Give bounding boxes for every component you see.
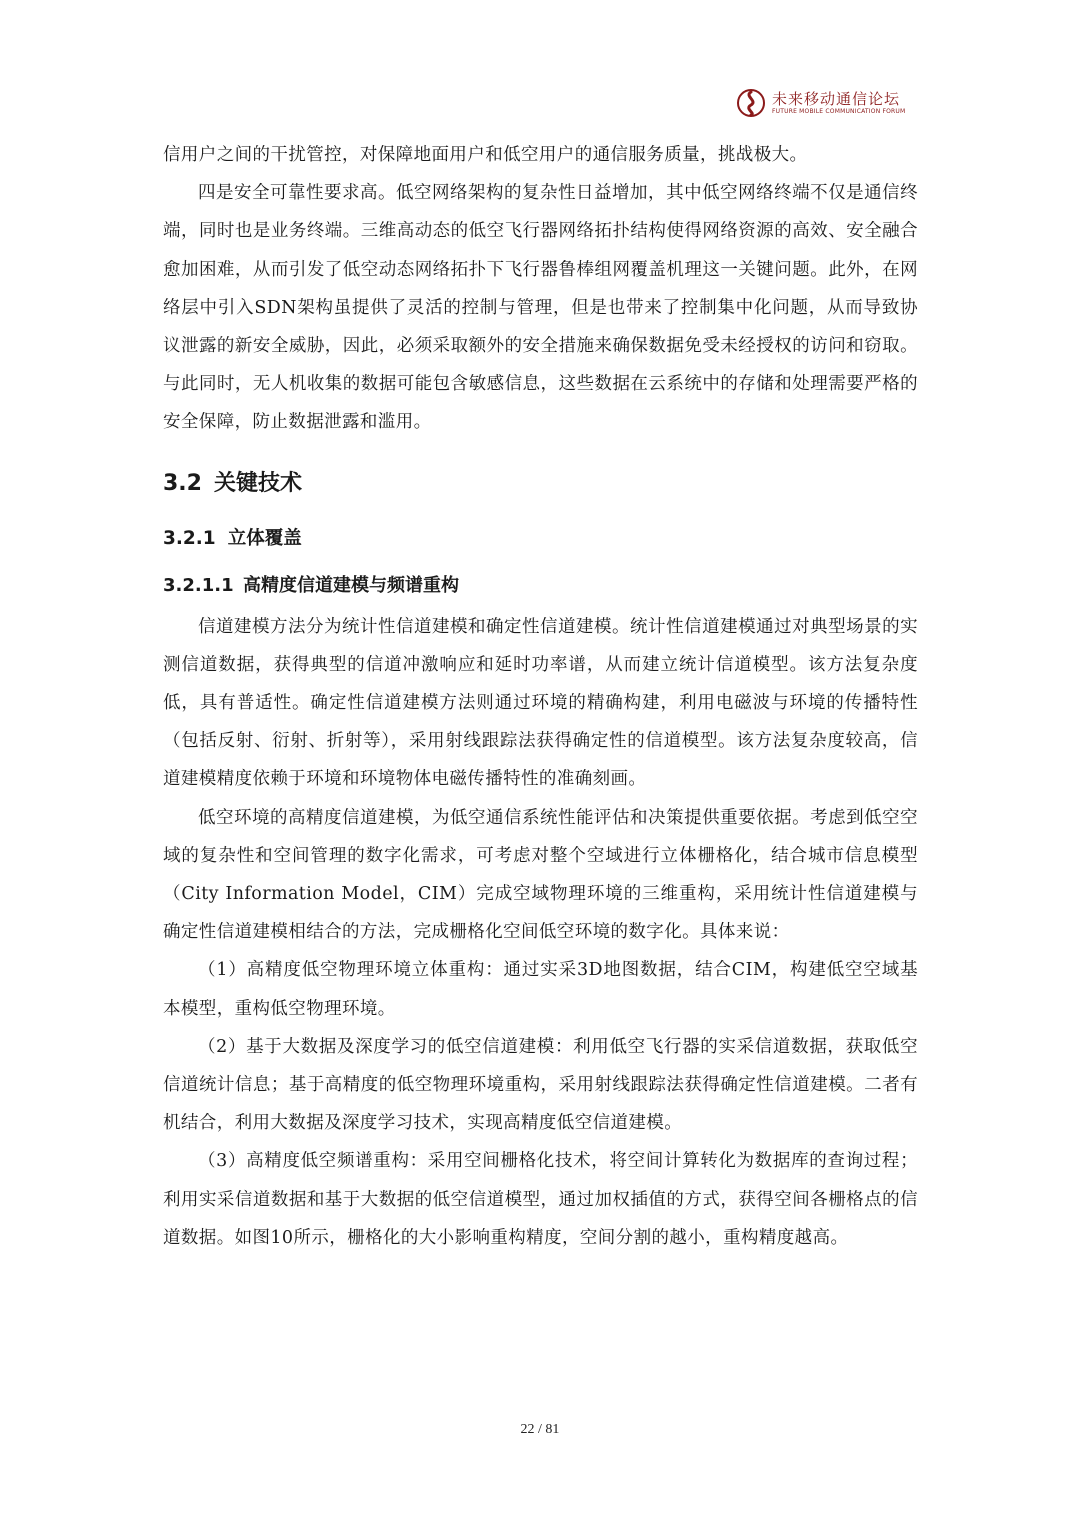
list-item-2: （2）基于大数据及深度学习的低空信道建模：利用低空飞行器的实采信道数据，获取低空信道统计信息；基于高精度的低空物理环境重构，采用射线跟踪法获得确定性信道建模。二者有机结合，利用大数据及深度学习技术，实现高精度低空信道建模。 bbox=[163, 1036, 918, 1134]
paragraph-continued: 信用户之间的干扰管控，对保障地面用户和低空用户的通信服务质量，挑战极大。 bbox=[163, 145, 808, 165]
section-heading-3-2-1-1 bbox=[163, 570, 918, 602]
section-heading-3-2-1 bbox=[163, 524, 918, 554]
paragraph-low-altitude: 低空环境的高精度信道建模，为低空通信系统性能评估和决策提供重要依据。考虑到低空空域的复杂性和空间管理的数字化需求，可考虑对整个空域进行立体栅格化，结合城市信息模型（City Information Model，CIM）完成空域物理环境的三维重构，采用统计性信道建模与确定性信道建模相结合的方法，完成栅格化空间低空环境的数字化。具体来说： bbox=[163, 807, 918, 943]
subsection-number: 3.2.1 bbox=[163, 527, 216, 549]
forum-logo-icon bbox=[736, 88, 766, 118]
logo-english-text: FUTURE MOBILE COMMUNICATION FORUM bbox=[772, 108, 906, 115]
header-logo bbox=[736, 86, 906, 122]
page-number: 22 / 81 bbox=[520, 1422, 560, 1437]
document-body bbox=[163, 136, 918, 1257]
paragraph-channel-modeling: 信道建模方法分为统计性信道建模和确定性信道建模。统计性信道建模通过对典型场景的实测信道数据，获得典型的信道冲激响应和延时功率谱，从而建立统计信道模型。该方法复杂度低，具有普适性。确定性信道建模方法则通过环境的精确构建，利用电磁波与环境的传播特性（包括反射、衍射、折射等），采用射线跟踪法获得确定性的信道模型。该方法复杂度较高，信道建模精度依赖于环境和环境物体电磁传播特性的准确刻画。 bbox=[163, 616, 918, 790]
subsection-title: 立体覆盖 bbox=[227, 527, 302, 549]
list-item-3: （3）高精度低空频谱重构：采用空间栅格化技术，将空间计算转化为数据库的查询过程；利用实采信道数据和基于大数据的低空信道模型，通过加权插值的方式，获得空间各栅格点的信道数据。如图10所示，栅格化的大小影响重构精度，空间分割的越小，重构精度越高。 bbox=[163, 1151, 918, 1248]
subsubsection-number: 3.2.1.1 bbox=[163, 574, 234, 596]
subsubsection-title: 高精度信道建模与频谱重构 bbox=[243, 574, 459, 596]
section-number: 3.2 bbox=[163, 470, 202, 496]
paragraph-security: 四是安全可靠性要求高。低空网络架构的复杂性日益增加，其中低空网络终端不仅是通信终端，同时也是业务终端。三维高动态的低空飞行器网络拓扑结构使得网络资源的高效、安全融合愈加困难，从而引发了低空动态网络拓扑下飞行器鲁棒组网覆盖机理这一关键问题。此外，在网络层中引入SDN架构虽提供了灵活的控制与管理，但是也带来了控制集中化问题，从而导致协议泄露的新安全威胁，因此，必须采取额外的安全措施来确保数据免受未经授权的访问和窃取。与此同时，无人机收集的数据可能包含敏感信息，这些数据在云系统中的存储和处理需要严格的安全保障，防止数据泄露和滥用。 bbox=[163, 183, 918, 433]
section-heading-3-2 bbox=[163, 466, 918, 502]
section-title: 关键技术 bbox=[213, 470, 302, 496]
logo-chinese-text: 未来移动通信论坛 bbox=[772, 90, 901, 108]
list-item-1: （1）高精度低空物理环境立体重构：通过实采3D地图数据，结合CIM，构建低空空域基本模型，重构低空物理环境。 bbox=[163, 960, 918, 1019]
